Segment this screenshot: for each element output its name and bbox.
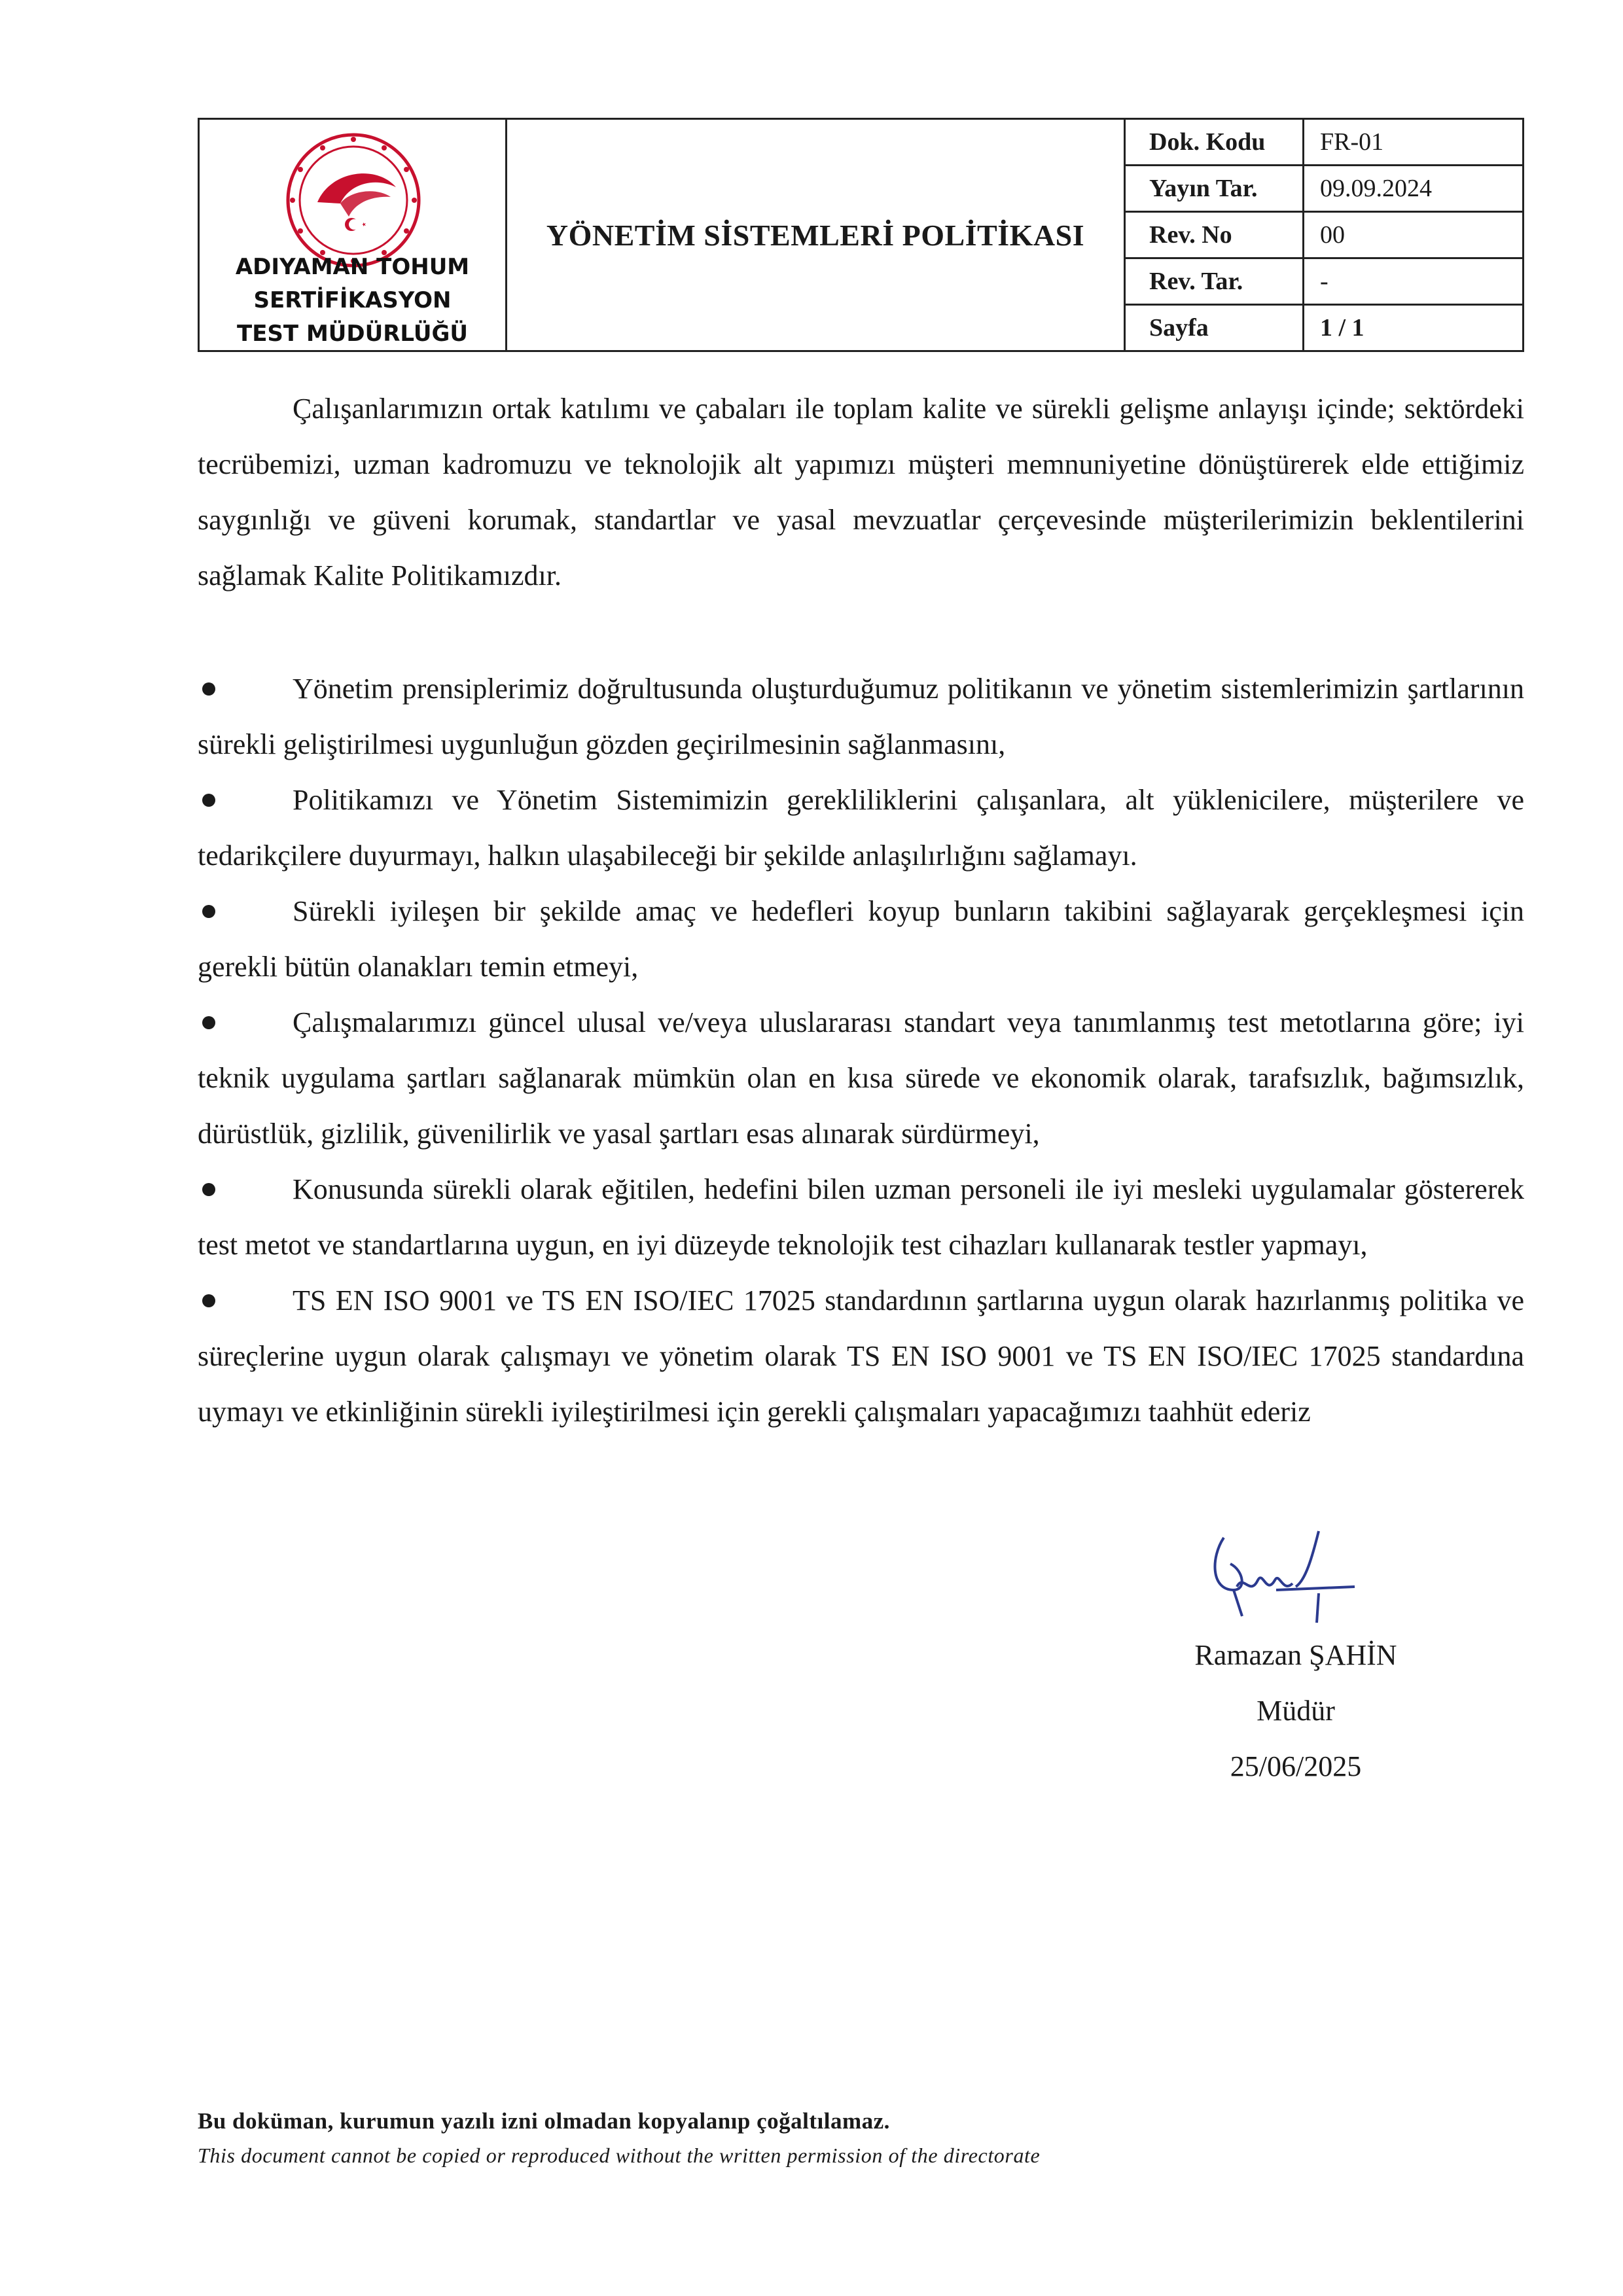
meta-row-publish-date: [1126, 166, 1522, 213]
bullet-icon: [202, 682, 215, 696]
meta-value: 00: [1320, 221, 1345, 249]
organization-name: ADIYAMAN TOHUM SERTİFİKASYON TEST MÜDÜRLÜĞÜ: [235, 254, 470, 347]
meta-key: Dok. Kodu: [1126, 120, 1304, 164]
meta-key: Rev. No: [1126, 213, 1304, 257]
signatory-name: Ramazan ŞAHİN: [1194, 1639, 1397, 1671]
meta-value: FR-01: [1320, 128, 1384, 156]
list-item: [198, 883, 1524, 995]
bullet-text: Konusunda sürekli olarak eğitilen, hedefini bilen uzman personeli ile iyi mesleki uygulamalar göstererek test metot ve standartlarına uygun, en iyi düzeyde teknolojik test cihazları kullanarak testler yapmayı,: [198, 1173, 1524, 1261]
bullet-icon: [202, 1016, 215, 1029]
list-item: [198, 772, 1524, 883]
list-item: [198, 661, 1524, 772]
signatory-title: Müdür: [1257, 1695, 1335, 1727]
signature-date: 25/06/2025: [1230, 1750, 1362, 1782]
handwritten-signature-icon: [1198, 1518, 1387, 1642]
bullet-icon: [202, 1294, 215, 1307]
meta-key: Yayın Tar.: [1126, 166, 1304, 211]
bullet-icon: [202, 794, 215, 807]
bullet-text: Politikamızı ve Yönetim Sistemimizin gerekliliklerini çalışanlara, alt yüklenicilere, müşterilere ve tedarikçilere duyurmayı, halkın ulaşabileceği bir şekilde anlaşılırlığını sağlamayı.: [198, 784, 1524, 872]
document-meta-table: [1126, 120, 1522, 350]
header-logo-cell: [200, 120, 507, 350]
bullet-text: Yönetim prensiplerimiz doğrultusunda oluşturduğumuz politikanın ve yönetim sistemlerimizin şartlarının sürekli geliştirilmesi uygunluğun gözden geçirilmesinin sağlanmasını,: [198, 673, 1524, 760]
bullet-icon: [202, 905, 215, 918]
list-item: [198, 1161, 1524, 1273]
bullet-icon: [202, 1183, 215, 1196]
document-title: YÖNETİM SİSTEMLERİ POLİTİKASI: [507, 120, 1126, 350]
list-item: [198, 995, 1524, 1161]
footer-notice-tr: Bu doküman, kurumun yazılı izni olmadan kopyalanıp çoğaltılamaz.: [198, 2108, 890, 2134]
policy-bullet-list: [198, 661, 1524, 1439]
meta-value: 09.09.2024: [1320, 175, 1432, 202]
meta-row-rev-no: [1126, 213, 1522, 259]
meta-key: Sayfa: [1126, 306, 1304, 350]
meta-value: -: [1320, 268, 1329, 295]
bullet-text: Çalışmalarımızı güncel ulusal ve/veya uluslararası standart veya tanımlanmış test metotlarına göre; iyi teknik uygulama şartları sağlanarak mümkün olan en kısa sürede ve ekonomik olarak, tarafsızlık, bağımsızlık, dürüstlük, gizlilik, güvenilirlik ve yasal şartları esas alınarak sürdürmeyi,: [198, 1006, 1524, 1150]
meta-value: 1 / 1: [1320, 314, 1364, 342]
intro-paragraph: Çalışanlarımızın ortak katılımı ve çabaları ile toplam kalite ve sürekli gelişme anlayışı içinde; sektördeki tecrübemizi, uzman kadromuzu ve teknolojik alt yapımızı müşteri memnuniyetine dönüştürerek elde ettiğimiz saygınlığı ve güveni korumak, standartlar ve yasal mevzuatlar çerçevesinde müşterilerimizin beklentilerini sağlamak Kalite Politikamızdır.: [198, 393, 1524, 592]
footer-notice-en: This document cannot be copied or reproduced without the written permission of the directorate: [198, 2144, 1041, 2167]
bullet-text: Sürekli iyileşen bir şekilde amaç ve hedefleri koyup bunların takibini sağlayarak gerçekleşmesi için gerekli bütün olanakları temin etmeyi,: [198, 895, 1524, 983]
document-header-table: [198, 118, 1524, 352]
meta-row-doc-code: [1126, 120, 1522, 166]
bullet-text: TS EN ISO 9001 ve TS EN ISO/IEC 17025 standardının şartlarına uygun olarak hazırlanmış politika ve süreçlerine uygun olarak çalışmayı ve yönetim olarak TS EN ISO 9001 ve TS EN ISO/IEC 17025 standardına uymayı ve etkinliğinin sürekli iyileştirilmesi için gerekli çalışmaları yapacağımızı taahhüt ederiz: [198, 1284, 1524, 1428]
meta-row-page: [1126, 306, 1522, 350]
meta-row-rev-date: [1126, 259, 1522, 306]
list-item: [198, 1273, 1524, 1439]
meta-key: Rev. Tar.: [1126, 259, 1304, 304]
